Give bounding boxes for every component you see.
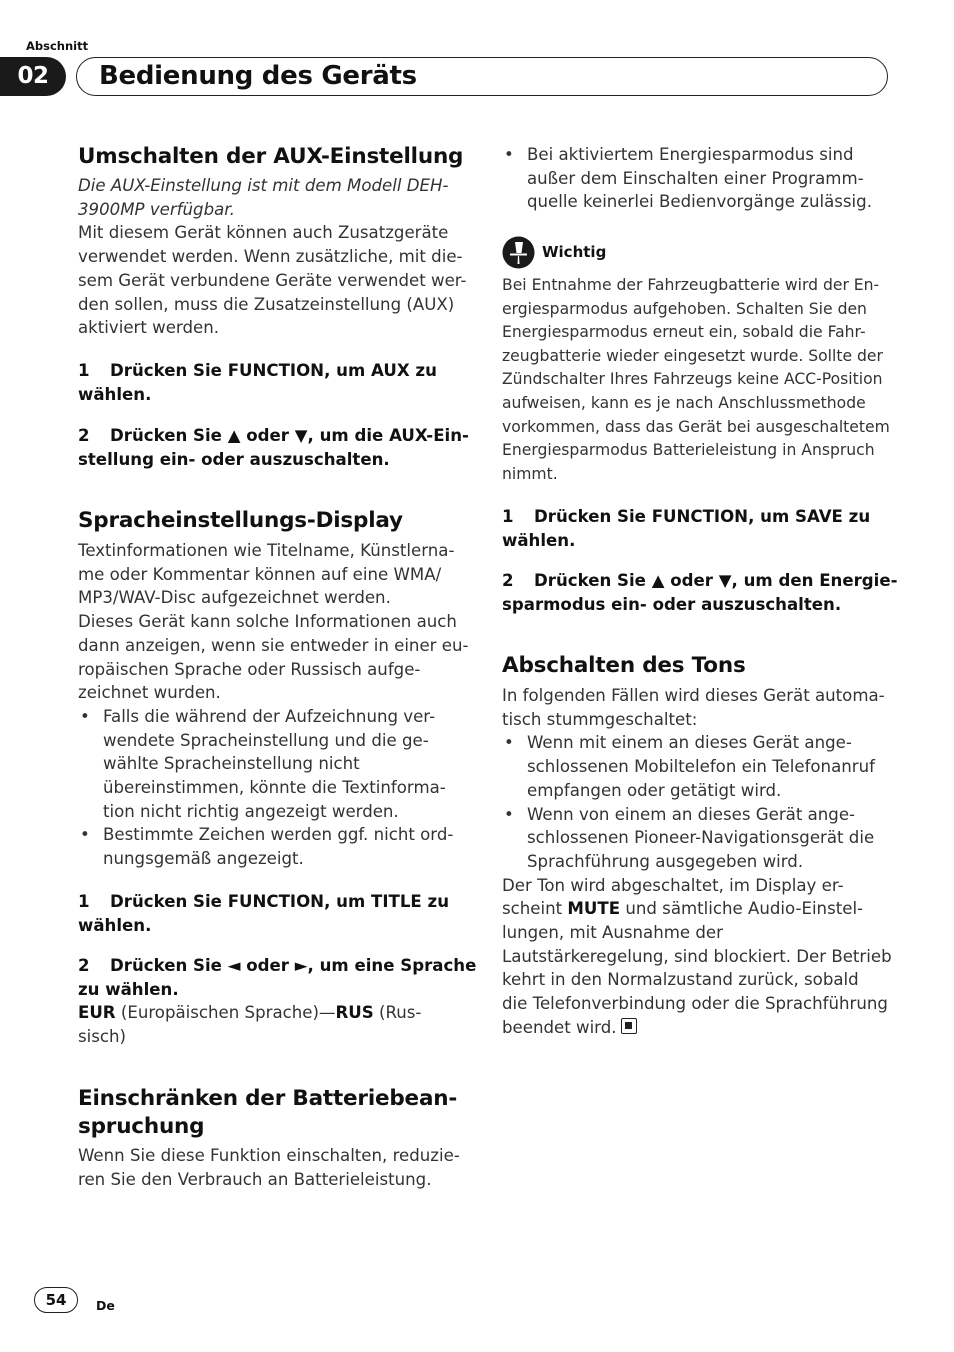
bullet-line: nungsgemäß angezeigt.	[103, 849, 304, 869]
bullet-icon: •	[504, 804, 514, 824]
mute-body-line: kehrt in den Normalzustand zurück, sobald	[502, 970, 859, 990]
step-text: wählen.	[78, 915, 152, 935]
mute-intro-line: tisch stummgeschaltet:	[502, 709, 698, 729]
bullet-line: quelle keinerlei Bedienvorgänge zulässig.	[527, 192, 872, 212]
bullet-line: empfangen oder getätigt wird.	[527, 780, 782, 800]
language-body-line: Textinformationen wie Titelname, Künstlerna-	[78, 541, 455, 560]
aux-body-line: den sollen, muss die Zusatzeinstellung (AUX)	[78, 294, 455, 314]
bullet-line: außer dem Einschalten einer Programm-	[527, 168, 864, 188]
option-rus: RUS	[335, 1003, 374, 1022]
language-body-line: me oder Kommentar können auf eine WMA/	[78, 564, 442, 584]
bullet-line: Bei aktiviertem Energiesparmodus sind	[527, 145, 854, 164]
energy-bullet	[502, 143, 890, 214]
language-body-line: Dieses Gerät kann solche Informationen auch	[78, 612, 457, 632]
important-line: vorkommen, dass das Gerät bei ausgeschaltetem	[502, 417, 890, 436]
language-bullet-list	[78, 705, 462, 871]
important-line: nimmt.	[502, 464, 558, 483]
mute-body-line: Der Ton wird abgeschaltet, im Display er-	[502, 875, 844, 895]
step-text: Drücken Sie ◄ oder ►, um eine Sprache	[110, 956, 477, 975]
important-line: Energiesparmodus Batterieleistung in Anspruch	[502, 441, 875, 460]
aux-step-2	[78, 424, 469, 471]
mute-body-text: scheint	[502, 899, 568, 919]
mute-body-line: Lautstärkeregelung, sind blockiert. Der Betrieb	[502, 946, 892, 966]
important-line: aufweisen, kann es je nach Anschlussmethode	[502, 393, 866, 412]
energy-step-2	[502, 569, 898, 616]
step-number: 1	[502, 507, 514, 526]
page-number: 54	[34, 1287, 78, 1313]
list-item	[502, 731, 890, 802]
energy-step-1	[502, 505, 890, 552]
chapter-title-box	[76, 57, 888, 96]
aux-body-line: Mit diesem Gerät können auch Zusatzgeräte	[78, 223, 449, 243]
mute-bullet-list	[502, 731, 890, 873]
battery-body-line: Wenn Sie diese Funktion einschalten, reduzie-	[78, 1146, 460, 1165]
bullet-line: Sprachführung ausgegeben wird.	[527, 851, 804, 871]
step-number: 2	[78, 426, 90, 445]
mute-heading: Abschalten des Tons	[502, 653, 746, 678]
bullet-line: Bestimmte Zeichen werden ggf. nicht ord-	[103, 825, 454, 845]
bullet-line: schlossenen Pioneer-Navigationsgerät die	[527, 828, 875, 848]
step-number: 2	[502, 571, 514, 590]
section-label: Abschnitt	[26, 39, 89, 53]
chapter-title: Bedienung des Geräts	[99, 61, 417, 91]
bullet-line: schlossenen Mobiltelefon ein Telefonanruf	[527, 757, 875, 777]
important-line: zeugbatterie wieder eingesetzt wurde. Sollte der	[502, 346, 883, 365]
battery-heading-cont: spruchung	[78, 1114, 205, 1139]
mute-section	[502, 652, 890, 1040]
bullet-line: tion nicht richtig angezeigt werden.	[103, 801, 399, 821]
language-body-line: dann anzeigen, wenn sie entweder in einer eu-	[78, 635, 469, 655]
language-body-line: ropäischen Sprache oder Russisch aufge-	[78, 659, 421, 679]
step-text: Drücken Sie FUNCTION, um SAVE zu	[534, 507, 871, 526]
mute-body-line: die Telefonverbindung oder die Sprachführung	[502, 994, 888, 1014]
battery-body-line: ren Sie den Verbrauch an Batterieleistung.	[78, 1169, 432, 1189]
mute-body-line	[502, 1016, 890, 1040]
mute-body-line	[502, 897, 890, 921]
important-line: ergiesparmodus aufgehoben. Schalten Sie den	[502, 299, 867, 318]
bullet-line: Falls die während der Aufzeichnung ver-	[103, 706, 436, 726]
option-eur-desc: (Europäischen Sprache)—	[115, 1003, 336, 1022]
language-options	[78, 1001, 462, 1025]
step-text: sparmodus ein- oder auszuschalten.	[502, 594, 842, 614]
mute-body-text: beendet wird.	[502, 1017, 617, 1037]
language-section	[78, 507, 469, 871]
mute-display-text: MUTE	[567, 899, 621, 919]
bullet-line: wählte Spracheinstellung nicht	[103, 754, 360, 774]
important-icon	[502, 236, 535, 269]
step-text: wählen.	[502, 530, 576, 550]
list-item	[78, 823, 462, 870]
bullet-icon: •	[80, 825, 90, 845]
battery-heading: Einschränken der Batteriebean-	[78, 1086, 458, 1111]
step-text: Drücken Sie FUNCTION, um AUX zu	[110, 361, 437, 380]
option-rus-desc: (Rus-	[373, 1003, 422, 1022]
aux-step-1	[78, 359, 462, 406]
step-text: stellung ein- oder auszuschalten.	[78, 449, 390, 469]
bullet-line: Wenn von einem an dieses Gerät ange-	[527, 804, 856, 824]
chapter-number: 02	[0, 57, 66, 96]
language-step-2	[78, 954, 477, 1048]
step-number: 1	[78, 892, 90, 911]
important-text	[502, 274, 890, 486]
list-item	[502, 803, 890, 874]
language-body-line: MP3/WAV-Disc aufgezeichnet werden.	[78, 588, 391, 608]
language-body-line: zeichnet wurden.	[78, 683, 221, 703]
step-text: zu wählen.	[78, 979, 179, 999]
mute-intro-line: In folgenden Fällen wird dieses Gerät automa-	[502, 686, 885, 705]
step-text: Drücken Sie ▲ oder ▼, um die AUX-Ein-	[110, 426, 469, 445]
bullet-line: wendete Spracheinstellung und die ge-	[103, 730, 429, 750]
important-line: Bei Entnahme der Fahrzeugbatterie wird der En-	[502, 276, 880, 294]
aux-body-line: aktiviert werden.	[78, 318, 219, 338]
aux-heading: Umschalten der AUX-Einstellung	[78, 144, 464, 169]
mute-body-line: lungen, mit Ausnahme der	[502, 923, 723, 943]
bullet-icon: •	[80, 706, 90, 726]
list-item	[502, 143, 890, 214]
language-options-cont: sisch)	[78, 1026, 127, 1046]
step-number: 1	[78, 361, 90, 380]
important-label: Wichtig	[542, 243, 607, 261]
step-text: wählen.	[78, 384, 152, 404]
mute-body-text: und sämtliche Audio-Einstel-	[620, 899, 864, 919]
step-text: Drücken Sie FUNCTION, um TITLE zu	[110, 892, 450, 911]
step-text: Drücken Sie ▲ oder ▼, um den Energie-	[534, 571, 898, 590]
language-step-1	[78, 890, 462, 937]
battery-section	[78, 1085, 462, 1191]
language-code: De	[96, 1298, 115, 1313]
list-item	[78, 705, 462, 824]
aux-note-line: 3900MP verfügbar.	[78, 199, 235, 219]
option-eur: EUR	[78, 1003, 116, 1022]
aux-section	[78, 143, 467, 340]
end-of-section-icon	[621, 1018, 637, 1034]
aux-note-line: Die AUX-Einstellung ist mit dem Modell DEH-	[78, 176, 449, 195]
important-line: Zündschalter Ihres Fahrzeugs keine ACC-Position	[502, 370, 883, 389]
aux-body-line: verwendet werden. Wenn zusätzliche, mit die-	[78, 247, 463, 267]
bullet-icon: •	[504, 733, 514, 753]
language-heading: Spracheinstellungs-Display	[78, 508, 403, 533]
step-number: 2	[78, 956, 90, 975]
bullet-icon: •	[504, 145, 514, 164]
bullet-line: Wenn mit einem an dieses Gerät ange-	[527, 733, 852, 753]
important-line: Energiesparmodus erneut ein, sobald die Fahr-	[502, 323, 866, 342]
bullet-line: übereinstimmen, könnte die Textinforma-	[103, 778, 446, 798]
aux-body-line: sem Gerät verbundene Geräte verwendet wer-	[78, 270, 467, 290]
